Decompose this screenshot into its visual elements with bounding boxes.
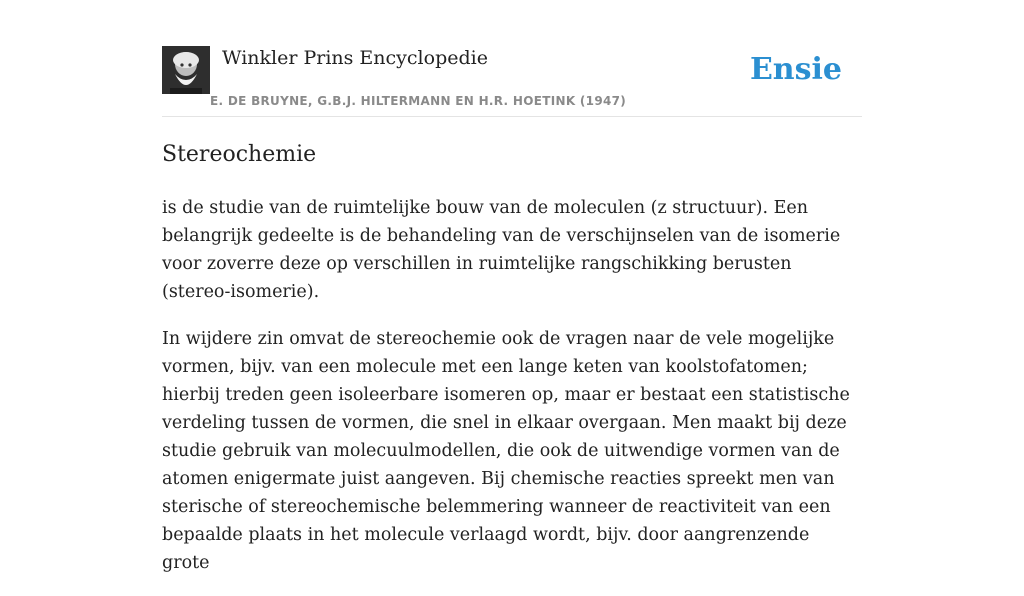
article-paragraph: In wijdere zin omvat de stereochemie ook de vragen naar de vele mogelijke vormen, bijv. van een molecule met een lange keten van koolstofatomen; hierbij treden geen isoleerbare isomeren op, maar er bestaat een statistische verdeling tussen de vormen, die snel in elkaar overgaan. Men maakt bij deze studie gebruik van molecuulmodellen, die ook de uitwendige vormen van de atomen enigermate juist aangeven. Bij chemische reacties spreekt men van sterische of stereochemische belemmering wanneer de reactiviteit van een bepaalde plaats in het molecule verlaagd wordt, bijv. door aangrenzende grote [162,329,850,573]
article [162,138,862,596]
authors-line: E. DE BRUYNE, G.B.J. HILTERMANN EN H.R. HOETINK (1947) [210,94,627,108]
article-paragraph: is de studie van de ruimtelijke bouw van de moleculen (z structuur). Een belangrijk gedeelte is de behandeling van de verschijnselen van de isomerie voor zoverre deze op verschillen in ruimtelijke rangschikking berusten (stereo-isomerie). [162,198,841,302]
source-title[interactable]: Winkler Prins Encyclopedie [222,47,488,69]
ensie-logo[interactable]: Ensie [749,52,842,87]
article-title: Stereochemie [162,142,317,167]
source-header [162,46,862,117]
portrait-icon [162,46,210,94]
